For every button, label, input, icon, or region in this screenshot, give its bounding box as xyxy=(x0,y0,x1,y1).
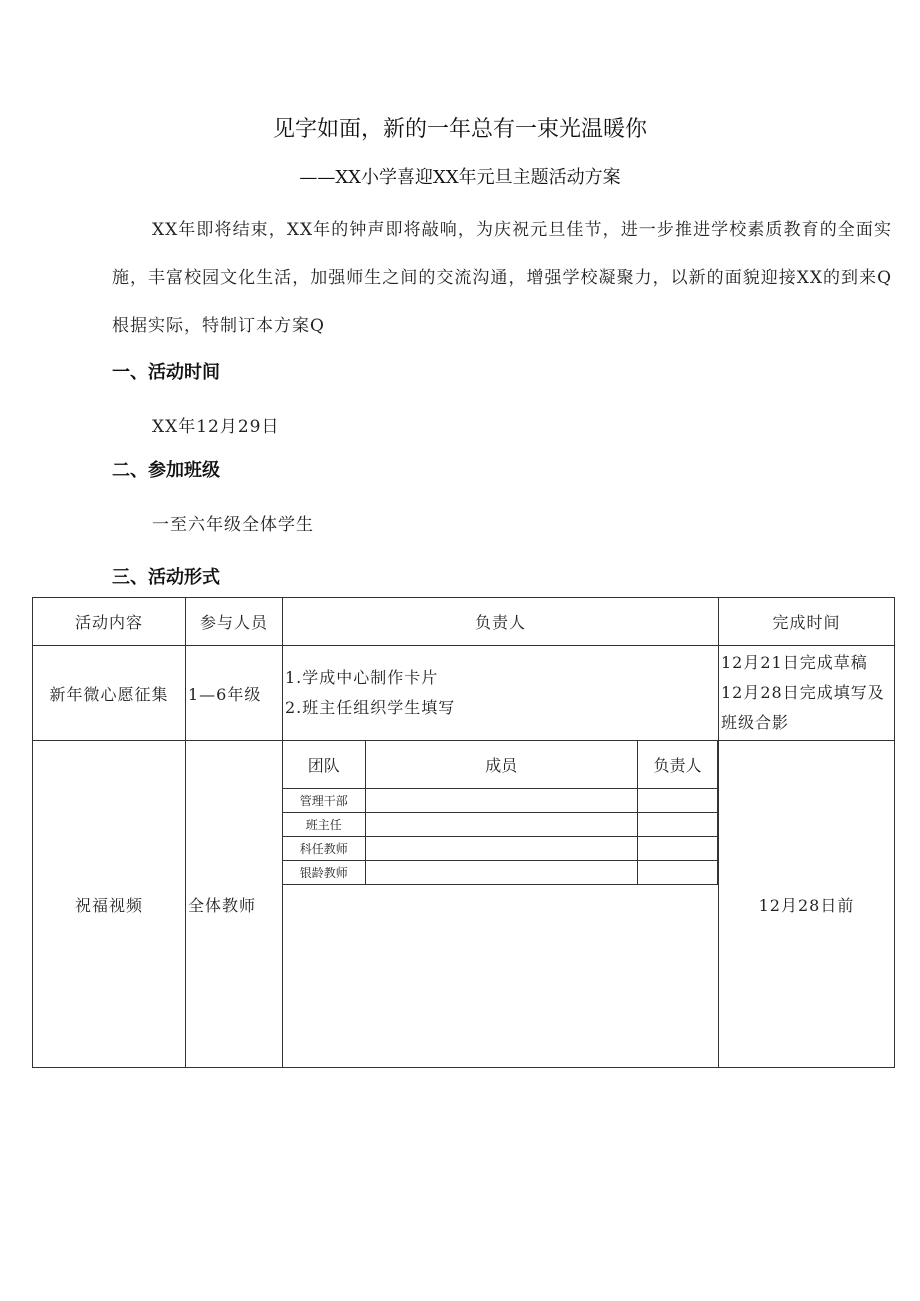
row1-responsible-line: 1.学成中心制作卡片 xyxy=(285,668,439,687)
row2-time: 12月28日前 xyxy=(719,741,895,1068)
team-row xyxy=(283,813,718,837)
team-row xyxy=(283,837,718,861)
intro-paragraph: XX年即将结束，XX年的钟声即将敲响，为庆祝元旦佳节，进一步推进学校素质教育的全面实施，丰富校园文化生活，加强师生之间的交流沟通，增强学校凝聚力，以新的面貌迎接XX的到来Q根据实际，特制订本方案Q xyxy=(112,220,892,336)
section-heading-classes: 二、参加班级 xyxy=(112,460,220,481)
team-table xyxy=(283,741,718,885)
team-name: 银龄教师 xyxy=(283,861,365,885)
row2-participants: 全体教师 xyxy=(186,741,283,1068)
team-members xyxy=(365,837,637,861)
row1-time-line: 班级合影 xyxy=(721,713,790,732)
section-content-classes: 一至六年级全体学生 xyxy=(152,515,314,535)
table-row xyxy=(33,646,895,741)
header-activity: 活动内容 xyxy=(33,598,186,646)
document-title: 见字如面，新的一年总有一束光温暖你 xyxy=(272,117,647,142)
header-participants: 参与人员 xyxy=(186,598,283,646)
team-lead xyxy=(637,789,717,813)
team-header-members: 成员 xyxy=(365,741,637,789)
document-subtitle: ——XX小学喜迎XX年元旦主题活动方案 xyxy=(299,167,621,188)
header-responsible: 负责人 xyxy=(283,598,719,646)
team-lead xyxy=(637,837,717,861)
row1-time-line: 12月21日完成草稿 xyxy=(721,653,868,672)
row1-participants: 1—6年级 xyxy=(186,646,283,741)
table-header-row xyxy=(33,598,895,646)
section-heading-time: 一、活动时间 xyxy=(112,362,220,383)
row1-time-line: 12月28日完成填写及 xyxy=(721,683,885,702)
team-name: 管理干部 xyxy=(283,789,365,813)
team-lead xyxy=(637,861,717,885)
team-row xyxy=(283,861,718,885)
team-lead xyxy=(637,813,717,837)
team-table-header xyxy=(283,741,718,789)
team-members xyxy=(365,813,637,837)
team-members xyxy=(365,861,637,885)
team-row xyxy=(283,789,718,813)
team-name: 班主任 xyxy=(283,813,365,837)
team-header-lead: 负责人 xyxy=(637,741,717,789)
team-members xyxy=(365,789,637,813)
row1-responsible-line: 2.班主任组织学生填写 xyxy=(285,698,456,717)
section-heading-format: 三、活动形式 xyxy=(112,567,220,588)
row2-activity: 祝福视频 xyxy=(33,741,186,1068)
section-content-time: XX年12月29日 xyxy=(152,417,280,437)
row1-responsible xyxy=(283,646,719,741)
table-row xyxy=(33,741,895,1068)
activity-table xyxy=(32,597,895,1068)
row1-time xyxy=(719,646,895,741)
team-name: 科任教师 xyxy=(283,837,365,861)
row1-activity: 新年微心愿征集 xyxy=(33,646,186,741)
row2-team-cell xyxy=(283,741,719,1068)
team-header-team: 团队 xyxy=(283,741,365,789)
header-time: 完成时间 xyxy=(719,598,895,646)
